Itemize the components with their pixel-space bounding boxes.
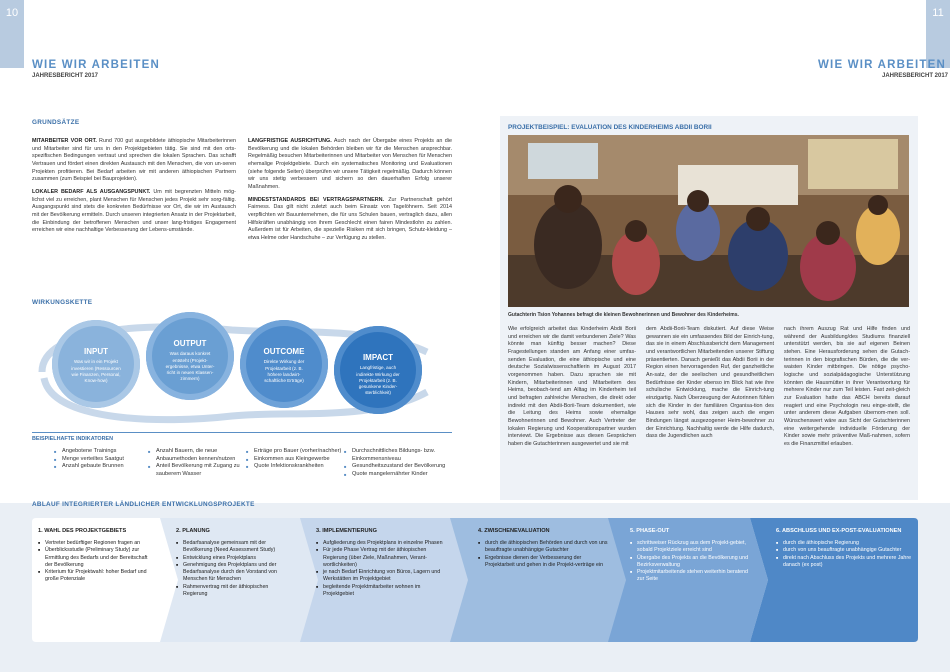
list-item: ■ Übergabe des Projekts an die Bevölkerung und Bezirksverwaltung [630,555,750,570]
step-content [776,528,912,569]
gear-description: Langfristige, auch indirekte Wirkung der Projektarbeit (z. B. gesunkene Kinder-sterblichkeit) [356,365,400,396]
page-title-right: WIE WIR ARBEITEN [818,59,947,71]
process-step-2 [160,518,320,642]
paragraph [32,189,236,235]
paragraph-lead: MINDESTSTANDARDS BEI VERTRAGSPARTNERN. [248,196,385,203]
step-title: 1. WAHL DES PROJEKTGEBIETS [38,528,127,534]
process-step-5 [608,518,768,642]
paragraph [32,138,236,184]
process-step-3 [300,518,470,642]
step-title: 6. ABSCHLUSS UND EX-POST-EVALUATIONEN [776,528,902,534]
gear-output [146,312,234,400]
list-item: ■ Menge verteiltes Saatgut [54,456,144,464]
divider [32,432,452,433]
list-item: ■ Aufgliederung des Projektplans in einzelne Phasen [316,540,446,547]
indicator-list-outcome [246,448,342,471]
list-item: ■ je nach Bedarf Einrichtung von Büros, Lagern und Werkstätten im Projektgebiet [316,569,446,584]
list-item: ■ Quote Infektionskrankheiten [246,463,342,471]
step-list [38,540,156,584]
paragraph-text: Zur Partnerschaft gehört Fairness. Das gilt nicht zuletzt auch beim Einsatz von Tagelöhnern. Seit 2014 verpflichten wir Bauunternehmen, die für uns Schulen bauen, vertraglich dazu, allen Hilfskräften unabhängig von ihrem Geschlecht einen fairen Mindestlohn zu zahlen. Außerdem ist für Arbeiten, die spezielle Risiken mit sich bringen, Schutz-kleidung – etwa Helme oder Handschuhe – zur Verfügung zu stellen. [248,196,452,242]
step-list [176,540,294,598]
page-number-right: 11 [926,0,950,68]
list-item: ■ Erträge pro Bauer (vorher/nachher) [246,448,342,456]
list-item: ■ durch von uns beauftragte unabhängige Gutachter [776,547,912,554]
gear-title: OUTPUT [173,339,207,348]
list-item: ■ Für jede Phase Vertrag mit der äthiopischen Regierung (über Ziele, Maßnahmen, Verant-wortlichkeiten) [316,547,446,569]
list-item: ■ Ergebnisse dienen der Verbesserung der Projektarbeit und gehen in die Projekt-verträge ein [478,555,608,570]
photo-caption: Gutachterin Tsion Yohannes befragt die kleinen Bewohnerinnen und Bewohner des Kinderheims. [508,312,739,318]
step-content [316,528,446,598]
section-title-grundsaetze: GRUNDSÄTZE [32,119,80,126]
step-content [176,528,294,598]
list-item: ■ Einkommen aus Kleingewerbe [246,456,342,464]
list-item: ■ Projektmitarbeitende stehen weiterhin beratend zur Seite [630,569,750,584]
gear-input [52,320,140,408]
case-study-title: PROJEKTBEISPIEL: EVALUATION DES KINDERHEIMS ABDII BORII [508,124,712,131]
indicator-list-output [148,448,242,478]
list-item: ■ Rahmenvertrag mit der äthiopischen Regierung [176,584,294,599]
step-list [478,540,608,569]
process-step-6 [750,518,918,642]
gear-impact [334,326,422,414]
gear-title: IMPACT [362,353,394,362]
page-number-left: 10 [0,0,24,68]
step-content [478,528,608,569]
paragraph-text: Um mit begrenzten Mitteln mög-lichst viel zu erreichen, plant Menschen für Menschen jedes Projekt sehr sorg-fältig. Ausgangspunkt sind stets die konkreten Bedürfnisse vor Ort, die wir im Austausch mit der Bevölkerung ermitteln. Durch unseren integrierten Ansatz in der Projektarbeit, die Einbindung der betroffenen Menschen und unser lang-fristiges Engagement erreichen wir eine nachhaltige Verbesserung der Lebens-umstände. [32,189,236,234]
case-study-photo [508,135,909,307]
list-item: ■ Vertreter bedürftiger Regionen fragen an [38,540,156,547]
list-item: ■ Entwicklung eines Projektplans [176,555,294,562]
list-item: ■ Bedarfsanalyse gemeinsam mit der Bevölkerung (Need Assessment Study) [176,540,294,555]
classroom-photo-illustration [508,135,909,307]
list-item: ■ Genehmigung des Projektplans und der Bedarfsanalyse durch den Vorstand von Menschen für Menschen [176,562,294,584]
step-title: 3. IMPLEMENTIERUNG [316,528,377,534]
page-subtitle-left: JAHRESBERICHT 2017 [32,73,99,79]
list-item: ■ durch die äthiopische Regierung [776,540,912,547]
gear-outcome [240,320,328,408]
list-item: ■ Gesundheitszustand der Bevölkerung [344,463,448,471]
paragraph [248,197,452,243]
paragraph-lead: LANGFRISTIGE AUSRICHTUNG. [248,138,332,144]
section-title-ablauf: ABLAUF INTEGRIERTER LÄNDLICHER ENTWICKLUNGSPROJEKTE [32,501,255,508]
grundsaetze-column-1 [32,138,236,240]
process-step-4 [450,518,628,642]
list-item: ■ direkt nach Abschluss des Projekts und mehrere Jahre danach (ex post) [776,555,912,570]
indicators-title: BEISPIELHAFTE INDIKATOREN [32,436,113,442]
step-content [630,528,750,584]
case-column-2: dem Abdii-Borii-Team diskutiert. Auf diese Weise gewannen sie ein umfassendes Bild der Einrich-tung, das sie in einem Abschlussbericht dem Management und verantwortlichen Mitarbeitenden unserer Stiftung präsentierten. Danach genießt das Abdii Borii in der Region einen hervorragenden Ruf, der ganzheitliche An-satz, der die seelischen und gesundheitlichen Bedürfnisse der Kinder ebenso im Blick hat wie ihre schulische Entwicklung, mache die Einrich-tung einzigartig. Nach Überzeugung der Autorinnen fühlen sich die Kinder in der familiären Organisa-tion des Hauses sehr wohl, das zeigen auch die engen Bindungen längst ausgezogener Heim-bewohner zu der Einrichtung. Nachhaltig werde die Hilfe dadurch, dass die Jugendlichen auch [646,326,774,440]
paragraph-lead: MITARBEITER VOR ORT. [32,138,97,144]
indicator-list-input [54,448,144,471]
list-item: ■ Kriterium für Projektwahl: hoher Bedarf und große Potenziale [38,569,156,584]
paragraph-text: Auch nach der Übergabe eines Projekts an die Bevölkerung und die lokalen Behörden bleiben wir für die Menschen ansprechbar. Regelmäßig besuchen Mitarbeiterinnen und Mitarbeiter von Menschen für Menschen ehemalige Projektgebiete. Durch ein systematisches Monitoring und Evaluationen (siehe folgende Seiten) überprüfen wir unsere Tätigkeit regelmäßig. Dadurch können wir uns stetig verbessern und sichern so den dauerhaften Erfolg unserer Maßnahmen. [248,138,452,191]
gear-description: Was daraus konkret entsteht (Projekt-ergebnisse, etwa Unter-richt in neuen Klassen-zimmern) [165,351,215,382]
list-item: ■ durch die äthiopischen Behörden und durch von uns beauftragte unabhängige Gutachter [478,540,608,555]
process-step-1 [32,518,180,642]
case-column-3: nach ihrem Auszug Rat und Hilfe finden und während der Ausbildung/des Studiums finanziell unterstützt werden, bis sie auf eigenen Beinen stehen. Eine Herausforderung sehen die Gutach-terinnen in den biografischen Bürden, die die ver-waisten Kinder mitbringen. Die nötige psycho-logische und sozialpädagogische Unterstützung könnten die Hausmütter in ihrer Verantwortung für mehrere Kinder nur zum Teil leisten. Fast zeit-gleich zur Evaluation hatte das ABCH bereits darauf reagiert und eine Psychologin neu einge-stellt, die unter anderem diese Aufgaben übernom-men soll. Wünschenswert wäre aus Sicht der Gutachterinnen eine weitergehende individuelle Förderung der Kinder sowie mehr präventive Maß-nahmen, sofern es die Finanzmittel erlauben. [784,326,910,448]
list-item: ■ schrittweiser Rückzug aus dem Projekt-gebiet, sobald Projektziele erreicht sind [630,540,750,555]
page-title-left: WIE WIR ARBEITEN [32,59,161,71]
step-list [776,540,912,569]
list-item: ■ Überblicksstudie (Preliminary Study) zur Ermittlung des Bedarfs und der Bereitschaft der Bevölkerung [38,547,156,569]
case-study-box [500,116,918,500]
list-item: ■ Durchschnittliches Bildungs- bzw. Einkommensniveau [344,448,448,463]
list-item: ■ Angebotene Trainings [54,448,144,456]
grundsaetze-column-2 [248,138,452,248]
gear-title: OUTCOME [263,347,305,356]
paragraph-text: Rund 700 gut ausgebildete äthiopische Mitarbeiterinnen und Mitarbeiter sind für uns in den Projektgebieten tätig. Sie sind mit den orts-spezifischen Bedingungen vertraut und sprechen die lokalen Sprachen. Das schafft Vertrauen und fördert einen direkten Austausch mit den Menschen, die von un-seren Projekten profitieren. Bei Bedarf arbeiten wir mit anderen äthiopischen Partnern zusammen (zum Beispiel bei Bauprojekten). [32,138,236,183]
step-list [630,540,750,584]
case-column-1: Wie erfolgreich arbeitet das Kinderheim Abdii Borii und erreichen wir die damit verbundenen Ziele? Was könnte man künftig besser machen? Diese Fragestellungen standen am Anfang einer umfas-senden Evaluation, die eine äthiopische und eine deutsche Sozialwissenschaftlerin im August 2017 vorgenommen haben. Dazu sprachen sie mit Kindern, Mitarbeiterinnen und Mitarbeitern des Heims, beobach-tend am Alltag im Kinderheim teil und befragten zahlreiche Menschen, die direkt oder indirekt mit den Abdii-Borii-Team dokumentiert, wie die Leitung des Heims sowie ehemalige Bewohnerinnen und Bewohner. Auch Vertreter der lokalen Regierung und Kooperationspartner wurden interviewt. Die Ergebnisse aus diesen Gesprächen haben die Gutachterinnen ausgewertet und sie mit [508,326,636,448]
list-item: ■ Quote mangelernährter Kinder [344,471,448,479]
list-item: ■ Anzahl Bauern, die neue Anbaumethoden kennen/nutzen [148,448,242,463]
step-content [38,528,156,584]
section-title-wirkungskette: WIRKUNGSKETTE [32,299,93,306]
gear-description: Was wir in ein Projekt investieren (Ressourcen wie Finanzen, Personal, Know-how) [71,359,121,383]
list-item: ■ Anteil Bevölkerung mit Zugang zu sauberem Wasser [148,463,242,478]
paragraph [248,138,452,192]
gear-description: Direkte Wirkung der Projektarbeit (z. B. höhere landwirt-schaftliche Erträge) [263,359,305,383]
step-title: 4. ZWISCHENEVALUATION [478,528,550,534]
page-subtitle-right: JAHRESBERICHT 2017 [882,73,949,79]
paragraph-lead: LOKALER BEDARF ALS AUSGANGSPUNKT. [32,189,151,196]
step-list [316,540,446,598]
list-item: ■ begleitende Projektmitarbeiter wohnen im Projektgebiet [316,584,446,599]
list-item: ■ Anzahl gebaute Brunnen [54,463,144,471]
indicator-list-impact [344,448,448,478]
gear-title: INPUT [84,347,108,356]
step-title: 2. PLANUNG [176,528,210,534]
step-title: 5. PHASE-OUT [630,528,670,534]
